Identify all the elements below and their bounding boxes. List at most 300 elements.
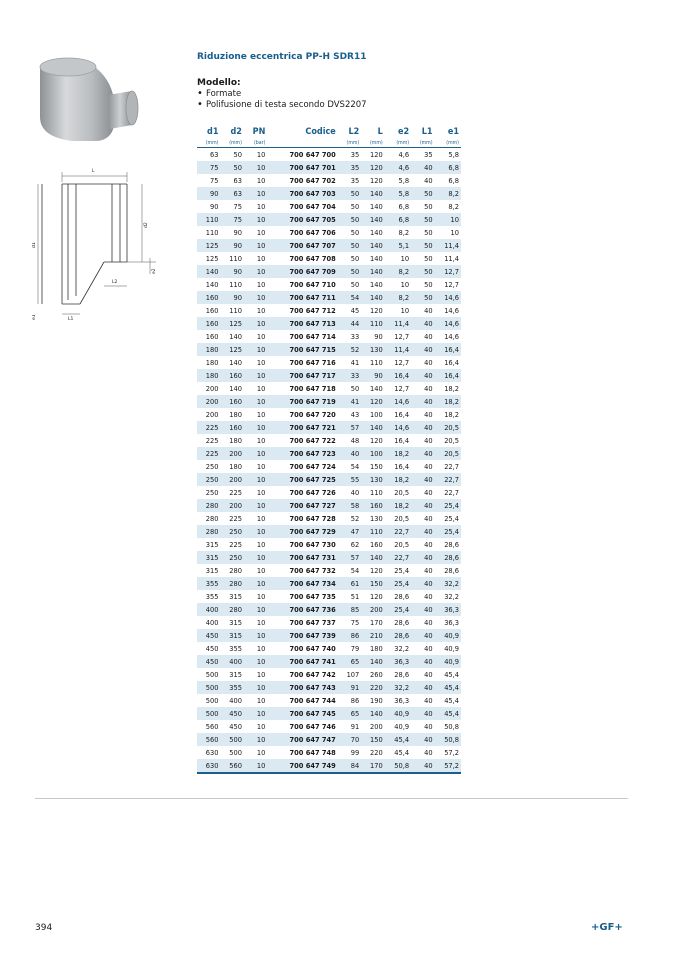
table-cell: 50	[411, 187, 434, 200]
table-cell: 10	[256, 748, 266, 757]
column-unit: (bar)	[244, 138, 267, 148]
table-cell: 700 647 709	[267, 265, 337, 278]
table-cell: 40	[411, 421, 434, 434]
table-cell: 225	[197, 447, 220, 460]
table-cell: 280	[220, 603, 243, 616]
table-cell: 170	[370, 618, 383, 627]
table-cell: 25,4	[444, 514, 459, 523]
table-cell: 250	[205, 462, 219, 471]
table-cell: 36,3	[394, 696, 410, 705]
table-cell: 40,9	[385, 707, 411, 720]
table-cell: 11,4	[385, 317, 411, 330]
table-cell: 180	[205, 358, 219, 367]
table-cell: 40	[424, 410, 433, 419]
table-cell: 75	[350, 618, 360, 627]
table-cell: 120	[370, 306, 383, 315]
table-cell: 12,7	[444, 280, 459, 289]
table-cell: 10	[244, 369, 267, 382]
table-cell: 140	[361, 421, 384, 434]
table-cell: 10	[244, 473, 267, 486]
model-label: Modello:	[197, 78, 241, 88]
table-units-row	[197, 138, 461, 148]
table-cell: 10	[256, 644, 266, 653]
table-row	[197, 460, 461, 473]
table-cell: 10	[256, 722, 266, 731]
table-row	[197, 148, 461, 162]
table-cell: 10	[244, 187, 267, 200]
table-cell: 280	[197, 499, 220, 512]
table-cell: 400	[220, 655, 243, 668]
table-cell: 36,3	[435, 603, 461, 616]
table-cell: 32,2	[444, 592, 459, 601]
table-cell: 61	[338, 577, 361, 590]
table-cell: 40	[411, 551, 434, 564]
table-cell: 700 647 736	[267, 603, 337, 616]
table-cell: 8,2	[435, 187, 461, 200]
table-row	[197, 629, 461, 642]
table-cell: 10	[244, 161, 267, 174]
table-row	[197, 447, 461, 460]
table-cell: 700 647 715	[267, 343, 337, 356]
table-cell: 50	[350, 202, 360, 211]
table-cell: 50,8	[435, 733, 461, 746]
table-cell: 90	[210, 202, 219, 211]
table-cell: 315	[197, 551, 220, 564]
table-cell: 50	[338, 239, 361, 252]
table-cell: 700 647 727	[267, 499, 337, 512]
table-cell: 130	[361, 343, 384, 356]
table-cell: 250	[220, 551, 243, 564]
table-cell: 90	[197, 187, 220, 200]
table-cell: 50	[411, 265, 434, 278]
table-row	[197, 291, 461, 304]
table-cell: 51	[350, 592, 360, 601]
table-cell: 45,4	[394, 748, 410, 757]
table-cell: 40,9	[435, 629, 461, 642]
table-cell: 33	[338, 369, 361, 382]
table-cell: 700 647 741	[267, 655, 337, 668]
table-row	[197, 616, 461, 629]
table-cell: 110	[205, 228, 219, 237]
table-cell: 57,2	[435, 759, 461, 773]
table-cell: 40	[424, 618, 433, 627]
table-cell: 16,4	[394, 436, 410, 445]
column-unit: (mm)	[385, 138, 411, 148]
table-cell: 700 647 723	[267, 447, 337, 460]
table-cell: 700 647 712	[289, 306, 336, 315]
table-row	[197, 252, 461, 265]
table-cell: 700 647 716	[289, 358, 336, 367]
table-cell: 36,3	[385, 655, 411, 668]
table-cell: 280	[229, 566, 242, 575]
table-cell: 160	[205, 332, 219, 341]
table-cell: 86	[350, 696, 360, 705]
table-cell: 6,8	[385, 213, 411, 226]
table-cell: 90	[233, 228, 242, 237]
table-cell: 14,6	[435, 317, 461, 330]
table-cell: 50	[233, 150, 242, 159]
table-cell: 28,6	[444, 540, 459, 549]
table-cell: 10	[244, 213, 267, 226]
table-cell: 500	[205, 696, 219, 705]
column-header: PN	[252, 127, 266, 137]
spec-table	[197, 126, 461, 774]
table-cell: 5,8	[448, 150, 459, 159]
column-header: L2	[348, 127, 360, 137]
table-cell: 10	[244, 291, 267, 304]
table-row	[197, 681, 461, 694]
table-cell: 8,2	[398, 228, 410, 237]
table-cell: 700 647 705	[267, 213, 337, 226]
table-cell: 700 647 735	[289, 592, 336, 601]
table-cell: 40	[411, 603, 434, 616]
table-cell: 16,4	[435, 343, 461, 356]
table-cell: 40	[350, 488, 360, 497]
table-cell: 18,2	[385, 447, 411, 460]
table-cell: 700 647 720	[289, 410, 336, 419]
table-cell: 400	[205, 618, 219, 627]
table-cell: 35	[338, 161, 361, 174]
table-cell: 44	[338, 317, 361, 330]
table-body	[197, 148, 461, 774]
table-row	[197, 226, 461, 239]
table-row	[197, 213, 461, 226]
table-cell: 25,4	[394, 566, 410, 575]
table-cell: 36,3	[444, 618, 459, 627]
table-cell: 12,7	[394, 358, 410, 367]
table-cell: 40	[424, 462, 433, 471]
table-cell: 160	[220, 395, 243, 408]
table-cell: 500	[220, 733, 243, 746]
table-cell: 10	[256, 462, 266, 471]
table-cell: 700 647 702	[289, 176, 336, 185]
table-cell: 40	[424, 670, 433, 679]
column-unit: (mm)	[220, 138, 243, 148]
table-cell: 40	[424, 514, 433, 523]
column-unit: (mm)	[338, 138, 361, 148]
table-cell: 22,7	[444, 488, 459, 497]
table-row	[197, 668, 461, 681]
table-cell: 107	[346, 670, 360, 679]
table-cell: 50	[220, 161, 243, 174]
table-cell: 140	[361, 551, 384, 564]
table-cell: 140	[229, 358, 242, 367]
table-cell: 10	[256, 592, 266, 601]
table-cell: 160	[370, 540, 383, 549]
table-cell: 18,2	[444, 410, 459, 419]
table-cell: 84	[338, 759, 361, 773]
table-cell: 50	[350, 228, 360, 237]
table-cell: 40	[424, 332, 433, 341]
table-cell: 10	[244, 343, 267, 356]
table-cell: 700 647 703	[267, 187, 337, 200]
table-cell: 140	[370, 280, 383, 289]
table-cell: 90	[220, 291, 243, 304]
table-cell: 280	[220, 577, 243, 590]
table-cell: 700 647 717	[267, 369, 337, 382]
table-cell: 14,6	[444, 306, 459, 315]
table-row	[197, 174, 461, 187]
table-cell: 20,5	[444, 436, 459, 445]
table-cell: 10	[244, 629, 267, 642]
table-cell: 700 647 701	[267, 161, 337, 174]
table-cell: 10	[400, 254, 410, 263]
table-cell: 90	[220, 265, 243, 278]
table-cell: 25,4	[385, 577, 411, 590]
table-cell: 99	[350, 748, 360, 757]
table-cell: 22,7	[385, 551, 411, 564]
table-row	[197, 746, 461, 759]
table-cell: 125	[220, 343, 243, 356]
table-cell: 700 647 742	[289, 670, 336, 679]
table-cell: 700 647 706	[289, 228, 336, 237]
table-cell: 315	[229, 618, 242, 627]
drawing-label-e1: e1	[32, 314, 37, 320]
table-cell: 10	[244, 577, 267, 590]
table-cell: 150	[361, 577, 384, 590]
table-cell: 700 647 749	[267, 759, 337, 773]
table-cell: 10	[256, 540, 266, 549]
table-cell: 120	[370, 592, 383, 601]
gf-logo: +GF+	[591, 922, 623, 933]
table-cell: 20,5	[394, 540, 410, 549]
table-cell: 10	[256, 306, 266, 315]
table-cell: 700 647 714	[289, 332, 336, 341]
table-cell: 125	[197, 239, 220, 252]
column-header: d1	[207, 127, 219, 137]
table-cell: 50	[424, 254, 433, 263]
table-cell: 25,4	[435, 525, 461, 538]
table-cell: 54	[338, 291, 361, 304]
table-cell: 40	[424, 384, 433, 393]
table-cell: 18,2	[444, 384, 459, 393]
table-cell: 40	[424, 306, 433, 315]
table-row	[197, 759, 461, 773]
table-cell: 58	[338, 499, 361, 512]
table-cell: 40,9	[444, 644, 459, 653]
table-cell: 700 647 704	[289, 202, 336, 211]
table-cell: 100	[361, 447, 384, 460]
table-cell: 315	[205, 540, 219, 549]
table-cell: 32,2	[394, 644, 410, 653]
table-cell: 700 647 722	[289, 436, 336, 445]
table-cell: 130	[361, 473, 384, 486]
table-cell: 65	[338, 655, 361, 668]
table-cell: 63	[220, 187, 243, 200]
table-cell: 700 647 708	[289, 254, 336, 263]
table-cell: 10	[244, 395, 267, 408]
table-cell: 22,7	[385, 525, 411, 538]
table-cell: 250	[197, 473, 220, 486]
column-header: Codice	[305, 127, 336, 137]
table-cell: 225	[229, 540, 242, 549]
table-cell: 40	[411, 759, 434, 773]
table-cell: 200	[220, 473, 243, 486]
table-cell: 50	[424, 280, 433, 289]
table-cell: 140	[370, 228, 383, 237]
table-cell: 10	[244, 603, 267, 616]
table-cell: 700 647 724	[289, 462, 336, 471]
table-cell: 140	[229, 332, 242, 341]
table-cell: 170	[361, 759, 384, 773]
table-cell: 110	[370, 488, 383, 497]
table-cell: 700 647 713	[267, 317, 337, 330]
table-cell: 120	[370, 176, 383, 185]
table-cell: 40	[411, 161, 434, 174]
table-cell: 225	[229, 488, 242, 497]
table-cell: 10	[256, 384, 266, 393]
table-cell: 40	[411, 473, 434, 486]
table-cell: 160	[220, 369, 243, 382]
table-cell: 35	[350, 176, 360, 185]
table-cell: 120	[370, 436, 383, 445]
table-cell: 40	[424, 488, 433, 497]
table-cell: 75	[220, 213, 243, 226]
table-cell: 75	[233, 202, 242, 211]
table-cell: 40	[424, 722, 433, 731]
column-header: L1	[421, 127, 433, 137]
table-cell: 140	[361, 707, 384, 720]
table-cell: 700 647 718	[289, 384, 336, 393]
table-cell: 700 647 747	[267, 733, 337, 746]
table-cell: 560	[205, 722, 219, 731]
table-cell: 200	[197, 395, 220, 408]
table-cell: 40	[424, 592, 433, 601]
feature-item: • Formate	[197, 89, 367, 100]
table-cell: 180	[229, 436, 242, 445]
table-cell: 110	[229, 306, 242, 315]
table-cell: 560	[220, 759, 243, 773]
table-cell: 45	[350, 306, 360, 315]
table-cell: 400	[197, 603, 220, 616]
table-cell: 16,4	[435, 369, 461, 382]
table-cell: 40,9	[394, 722, 410, 731]
table-cell: 40	[411, 707, 434, 720]
table-cell: 10	[256, 488, 266, 497]
table-cell: 45,4	[435, 681, 461, 694]
table-row	[197, 369, 461, 382]
table-cell: 65	[338, 707, 361, 720]
table-cell: 150	[370, 462, 383, 471]
table-row	[197, 551, 461, 564]
table-row	[197, 707, 461, 720]
table-cell: 700 647 719	[267, 395, 337, 408]
table-row	[197, 421, 461, 434]
table-cell: 700 647 744	[289, 696, 336, 705]
table-row	[197, 655, 461, 668]
table-cell: 160	[197, 317, 220, 330]
table-cell: 50	[411, 291, 434, 304]
table-cell: 8,2	[448, 202, 459, 211]
table-cell: 200	[205, 410, 219, 419]
table-cell: 20,5	[394, 514, 410, 523]
table-cell: 315	[229, 670, 242, 679]
table-cell: 12,7	[435, 265, 461, 278]
table-cell: 700 647 734	[267, 577, 337, 590]
table-cell: 11,4	[385, 343, 411, 356]
table-cell: 140	[361, 213, 384, 226]
table-row	[197, 265, 461, 278]
table-cell: 450	[205, 644, 219, 653]
table-cell: 40	[411, 369, 434, 382]
table-cell: 40	[424, 176, 433, 185]
table-row	[197, 434, 461, 447]
table-cell: 10	[244, 239, 267, 252]
table-cell: 10	[244, 707, 267, 720]
technical-drawing	[32, 162, 192, 322]
table-cell: 63	[233, 176, 242, 185]
table-cell: 6,8	[398, 202, 410, 211]
table-cell: 140	[197, 265, 220, 278]
table-cell: 140	[361, 187, 384, 200]
table-cell: 180	[197, 369, 220, 382]
table-row	[197, 512, 461, 525]
table-cell: 8,2	[385, 265, 411, 278]
table-cell: 225	[229, 514, 242, 523]
table-cell: 700 647 730	[289, 540, 336, 549]
table-cell: 75	[197, 161, 220, 174]
table-cell: 45,4	[385, 733, 411, 746]
table-cell: 500	[205, 670, 219, 679]
table-row	[197, 603, 461, 616]
table-cell: 40	[411, 343, 434, 356]
table-cell: 10	[244, 525, 267, 538]
table-cell: 10	[256, 696, 266, 705]
table-cell: 10	[244, 733, 267, 746]
table-cell: 57	[338, 551, 361, 564]
table-cell: 28,6	[385, 629, 411, 642]
table-cell: 700 647 748	[289, 748, 336, 757]
table-cell: 40	[411, 629, 434, 642]
table-cell: 50	[350, 254, 360, 263]
table-cell: 450	[229, 722, 242, 731]
table-cell: 20,5	[435, 447, 461, 460]
table-cell: 54	[350, 462, 360, 471]
table-header-row	[197, 126, 461, 138]
table-cell: 10	[256, 332, 266, 341]
table-cell: 40	[424, 436, 433, 445]
table-cell: 180	[370, 644, 383, 653]
page-number: 394	[35, 923, 53, 933]
table-cell: 700 647 746	[289, 722, 336, 731]
table-row	[197, 694, 461, 707]
table-cell: 25,4	[385, 603, 411, 616]
table-cell: 35	[424, 150, 433, 159]
table-cell: 10	[256, 566, 266, 575]
table-cell: 28,6	[394, 592, 410, 601]
table-cell: 110	[361, 317, 384, 330]
table-cell: 33	[350, 332, 360, 341]
table-row	[197, 278, 461, 291]
table-cell: 91	[350, 722, 360, 731]
column-header: e2	[397, 127, 410, 137]
table-cell: 50,8	[444, 722, 459, 731]
table-cell: 120	[370, 150, 383, 159]
table-cell: 630	[205, 748, 219, 757]
table-cell: 180	[229, 462, 242, 471]
table-cell: 140	[361, 239, 384, 252]
table-cell: 500	[229, 748, 242, 757]
table-cell: 54	[350, 566, 360, 575]
table-cell: 260	[370, 670, 383, 679]
table-cell: 20,5	[394, 488, 410, 497]
table-cell: 40	[424, 696, 433, 705]
table-cell: 700 647 721	[267, 421, 337, 434]
table-cell: 62	[350, 540, 360, 549]
table-cell: 50,8	[385, 759, 411, 773]
table-cell: 140	[370, 202, 383, 211]
table-cell: 200	[205, 384, 219, 393]
